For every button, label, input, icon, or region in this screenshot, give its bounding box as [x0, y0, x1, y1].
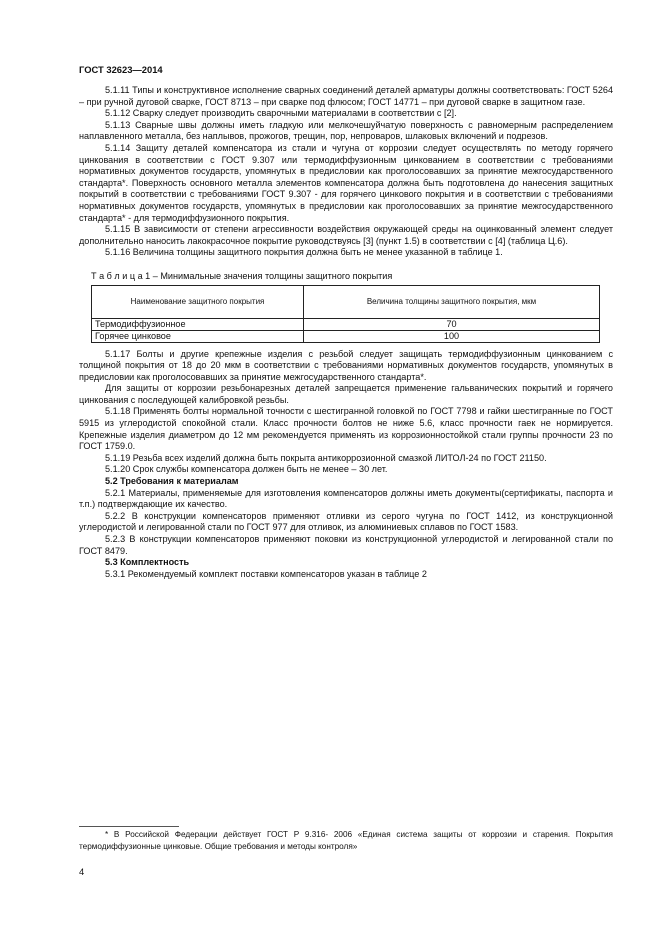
table-cell-name: Горячее цинковое: [92, 330, 304, 342]
table-cell-value: 100: [304, 330, 600, 342]
table-header-value: Величина толщины защитного покрытия, мкм: [304, 285, 600, 318]
paragraph-corrosion-protection: Для защиты от коррозии резьбонарезных деталей запрещается применение гальванических покрытий и горячего цинкования с последующей калибровкой резьбы.: [79, 383, 613, 405]
document-header: ГОСТ 32623—2014: [79, 64, 163, 75]
paragraph-5-1-20: 5.1.20 Срок службы компенсатора должен быть не менее – 30 лет.: [105, 464, 388, 475]
paragraph-5-3-1: 5.3.1 Рекомендуемый комплект поставки компенсаторов указан в таблице 2: [105, 568, 427, 579]
paragraph-5-2-1: 5.2.1 Материалы, применяемые для изготовления компенсаторов должны иметь документы(сертификаты, паспорта и т.п.) подтверждающие их качество.: [79, 487, 613, 510]
table-cell-name: Термодиффузионное: [92, 318, 304, 330]
paragraph-5-2-2: 5.2.2 В конструкции компенсаторов применяют отливки из серого чугуна по ГОСТ 1412, из конструкционной углеродистой и легированной стали по ГОСТ 977 для отливок, из алюминиевых сплавов по ГОСТ 1583.: [79, 510, 613, 533]
table-header-row: [92, 285, 600, 318]
table-header-name: Наименование защитного покрытия: [92, 285, 304, 318]
section-heading-5-2: 5.2 Требования к материалам: [105, 476, 239, 487]
coating-thickness-table: [91, 285, 600, 343]
paragraph-5-1-17: 5.1.17 Болты и другие крепежные изделия с резьбой следует защищать термодиффузионным цинкованием с толщиной покрытия от 18 до 20 мкм в соответствии с требованиями нормативных документов государств, упомянутых в предисловии как проголосовавших за принятие межгосударственного стандарта*.: [79, 348, 613, 382]
footnote: * В Российской Федерации действует ГОСТ Р 9.316- 2006 «Единая система защиты от коррозии и старения. Покрытия термодиффузионные цинковые. Общие требования и методы контроля»: [79, 830, 613, 851]
paragraph-5-1-14: 5.1.14 Защиту деталей компенсатора из стали и чугуна от коррозии следует осуществлять по методу горячего цинкования в соответствии с ГОСТ 9.307 или термодиффузионным цинкованием в соответствии с требованиями нормативных документов государств, упомянутых в предисловии как проголосовавших за принятие межгосударственного стандарта*. Поверхность основного металла элементов компенсатора должна быть подготовлена до нанесения защитных покрытий в соответствии с требованиями ГОСТ 9.307 - для горячего цинкового покрытия и в соответствии с требованиями нормативных документов государств, упомянутых в предисловии как проголосовавших за принятие межгосударственного стандарта* - для термодиффузионного покрытия.: [79, 142, 613, 223]
footnote-divider: [79, 826, 179, 827]
document-body: [79, 85, 613, 580]
paragraph-5-1-11: 5.1.11 Типы и конструктивное исполнение сварных соединений деталей арматуры должны соответствовать: ГОСТ 5264 – при ручной дуговой сварке, ГОСТ 8713 – при сварке под флюсом; ГОСТ 14771 – при дуговой сварке в защитном газе.: [79, 85, 613, 107]
table-cell-value: 70: [304, 318, 600, 330]
paragraph-5-1-13: 5.1.13 Сварные швы должны иметь гладкую или мелкочешуйчатую поверхность с равномерным распределением наплавленного металла, без наплывов, прожогов, трещин, пор, непроваров, шлаковых включений и подрезов.: [79, 119, 613, 142]
table-row: [92, 330, 600, 342]
paragraph-5-1-19: 5.1.19 Резьба всех изделий должна быть покрыта антикоррозионной смазкой ЛИТОЛ-24 по ГОСТ 21150.: [105, 452, 547, 463]
paragraph-5-2-3: 5.2.3 В конструкции компенсаторов применяют поковки из конструкционной углеродистой и легированной стали по ГОСТ 8479.: [79, 534, 613, 556]
paragraph-5-1-18: 5.1.18 Применять болты нормальной точности с шестигранной головкой по ГОСТ 7798 и гайки шестигранные по ГОСТ 5915 из углеродистой спокойной стали. Класс прочности болтов не ниже 5.6, класс прочности гаек не нормируется. Крепежные изделия диаметром до 12 мм рекомендуется применять из коррозионностойкой стали группы прочности 23 по ГОСТ 1759.0.: [79, 406, 613, 452]
table-row: [92, 318, 600, 330]
table-caption: Т а б л и ц а 1 – Минимальные значения толщины защитного покрытия: [91, 270, 393, 281]
page-number: 4: [79, 866, 85, 877]
paragraph-5-1-15: 5.1.15 В зависимости от степени агрессивности воздействия окружающей среды на оцинкованный элемент следует дополнительно наносить лакокрасочное покрытие руководствуясь [3] (пункт 1.5) в соответствии с [4] (таблица Ц.6).: [79, 224, 613, 246]
section-heading-5-3: 5.3 Комплектность: [105, 557, 190, 568]
paragraph-5-1-16: 5.1.16 Величина толщины защитного покрытия должна быть не менее указанной в таблице 1.: [105, 247, 503, 258]
paragraph-5-1-12: 5.1.12 Сварку следует производить сварочными материалами в соответствии с [2].: [105, 108, 457, 119]
